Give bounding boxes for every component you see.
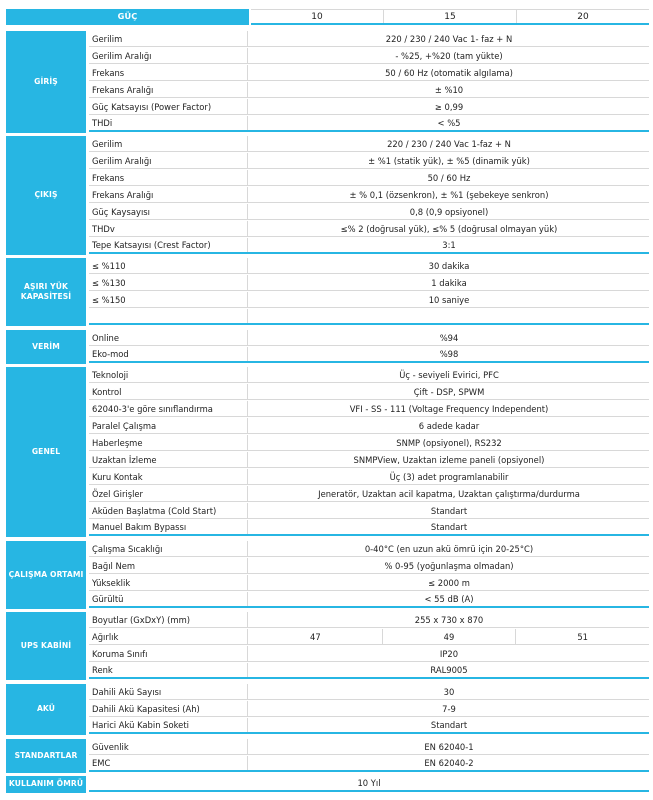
spec-value: RAL9005: [430, 665, 468, 676]
spec-value: 3:1: [442, 240, 456, 251]
spec-name: Frekans: [89, 170, 248, 185]
spec-name: Frekans Aralığı: [89, 187, 248, 202]
spec-row: [89, 367, 649, 383]
spec-row: [89, 187, 649, 203]
spec-name: Güç Katsayısı (Power Factor): [89, 99, 248, 114]
spec-row: [89, 592, 649, 608]
spec-row: [89, 469, 649, 485]
spec-name: Teknoloji: [89, 367, 248, 382]
spec-value: ± % 0,1 (özsenkron), ± %1 (şebekeye senkron): [349, 189, 549, 200]
spec-name: Frekans: [89, 65, 248, 80]
spec-value: < 55 dB (A): [424, 594, 474, 605]
spec-name: [89, 309, 248, 323]
spec-value-cell: 49: [382, 629, 516, 644]
spec-name: Koruma Sınıfı: [89, 646, 248, 661]
spec-value: 1 dakika: [431, 277, 467, 288]
spec-row: [89, 418, 649, 434]
spec-value: %94: [439, 332, 459, 343]
section-title: ÇIKIŞ: [6, 136, 86, 255]
spec-name: EMC: [89, 756, 248, 770]
spec-name: Güvenlik: [89, 739, 248, 754]
spec-row: [89, 435, 649, 451]
spec-name: Gerilim: [89, 136, 248, 151]
section-output: [6, 136, 649, 255]
spec-value: % 0-95 (yoğunlaşma olmadan): [384, 560, 514, 571]
spec-row: [89, 541, 649, 557]
spec-value: %98: [439, 349, 459, 360]
spec-row: [89, 292, 649, 308]
spec-name: Çalışma Sıcaklığı: [89, 541, 248, 556]
spec-row: [89, 629, 649, 645]
spec-name: Gerilim: [89, 31, 248, 46]
spec-name: Kuru Kontak: [89, 469, 248, 484]
section-general: [6, 367, 649, 537]
spec-row: [89, 701, 649, 717]
spec-name: Yükseklik: [89, 575, 248, 590]
spec-name: Online: [89, 330, 248, 345]
spec-row: [89, 116, 649, 132]
section-standards: [6, 739, 649, 773]
spec-name: Frekans Aralığı: [89, 82, 248, 97]
section-title: VERİM: [6, 330, 86, 364]
power-column-15: 15: [383, 10, 516, 23]
spec-row: [89, 309, 649, 325]
spec-row: [89, 330, 649, 346]
spec-name: Dahili Akü Sayısı: [89, 684, 248, 699]
spec-value: Üç (3) adet programlanabilir: [389, 471, 509, 482]
spec-name: 62040-3'e göre sınıflandırma: [89, 401, 248, 416]
section-efficiency: [6, 330, 649, 364]
spec-name: Harici Akü Kabin Soketi: [89, 718, 248, 732]
section-title: GİRİŞ: [6, 31, 86, 133]
spec-row: [89, 221, 649, 237]
spec-row: [89, 65, 649, 81]
section-title: AŞIRI YÜK KAPASİTESİ: [6, 258, 86, 326]
spec-name: Bağıl Nem: [89, 558, 248, 573]
section-lifetime: [6, 776, 649, 793]
spec-value: VFI - SS - 111 (Voltage Frequency Independent): [349, 403, 549, 414]
spec-name: Özel Girişler: [89, 486, 248, 501]
spec-value: ≤% 2 (doğrusal yük), ≤% 5 (doğrusal olmayan yük): [340, 223, 558, 234]
spec-row: [89, 503, 649, 519]
spec-value: Standart: [430, 505, 468, 516]
section-environment: [6, 541, 649, 609]
spec-row: [89, 82, 649, 98]
spec-value: SNMP (opsiyonel), RS232: [396, 437, 502, 448]
spec-name: Ağırlık: [89, 629, 248, 644]
spec-name: ≤ %110: [89, 258, 248, 273]
spec-name: Dahili Akü Kapasitesi (Ah): [89, 701, 248, 716]
section-title: KULLANIM ÖMRÜ: [6, 776, 86, 793]
spec-value: 0-40°C (en uzun akü ömrü için 20-25°C): [364, 543, 534, 554]
spec-value: 50 / 60 Hz: [427, 172, 471, 183]
section-title: STANDARTLAR: [6, 739, 86, 773]
spec-value: 7-9: [442, 703, 456, 714]
spec-value: EN 62040-1: [424, 741, 474, 752]
spec-row: [89, 153, 649, 169]
spec-name: ≤ %150: [89, 292, 248, 307]
spec-row: [89, 486, 649, 502]
spec-name: Eko-mod: [89, 347, 248, 361]
spec-value: Standart: [430, 522, 468, 533]
power-column-20: 20: [516, 10, 649, 23]
spec-name: Kontrol: [89, 384, 248, 399]
spec-value: 0,8 (0,9 opsiyonel): [409, 206, 489, 217]
spec-row: [89, 558, 649, 574]
spec-value-cell: 51: [515, 629, 649, 644]
spec-name: ≤ %130: [89, 275, 248, 290]
spec-row: [89, 663, 649, 679]
section-battery: [6, 684, 649, 735]
section-overload: [6, 258, 649, 326]
spec-row: [89, 258, 649, 274]
spec-value: 255 x 730 x 870: [414, 614, 484, 625]
spec-value: - %25, +%20 (tam yükte): [395, 50, 503, 61]
section-title: ÇALIŞMA ORTAMI: [6, 541, 86, 609]
spec-name: Haberleşme: [89, 435, 248, 450]
spec-name: Renk: [89, 663, 248, 677]
spec-row: [89, 646, 649, 662]
spec-row: [89, 739, 649, 755]
spec-name: Gerilim Aralığı: [89, 153, 248, 168]
spec-row: [89, 384, 649, 400]
spec-row: [89, 347, 649, 363]
power-header-label: GÜÇ: [6, 9, 249, 25]
spec-name: THDv: [89, 221, 248, 236]
spec-row: [89, 31, 649, 47]
spec-value: Çift - DSP, SPWM: [413, 386, 485, 397]
spec-row: [89, 756, 649, 772]
spec-row: [89, 275, 649, 291]
spec-name: Gerilim Aralığı: [89, 48, 248, 63]
section-title: UPS KABİNİ: [6, 612, 86, 680]
spec-name: Aküden Başlatma (Cold Start): [89, 503, 248, 518]
spec-value: ± %1 (statik yük), ± %5 (dinamik yük): [368, 155, 530, 166]
section-input: [6, 31, 649, 133]
spec-row: [89, 136, 649, 152]
spec-value: 6 adede kadar: [418, 420, 480, 431]
spec-value: ± %10: [434, 84, 464, 95]
spec-value: [249, 309, 649, 323]
spec-value: 10 saniye: [428, 294, 470, 305]
spec-value: 30: [443, 686, 455, 697]
spec-value: ≤ 2000 m: [428, 577, 470, 588]
spec-row: [89, 776, 649, 792]
spec-value: 220 / 230 / 240 Vac 1- faz + N: [385, 33, 513, 44]
spec-value: IP20: [439, 648, 459, 659]
spec-row: [89, 204, 649, 220]
power-header-row: [6, 9, 649, 25]
spec-value: < %5: [437, 118, 461, 129]
spec-name: Güç Kaysayısı: [89, 204, 248, 219]
spec-row: [89, 48, 649, 64]
spec-value: Standart: [430, 720, 468, 731]
spec-value: 10 Yıl: [357, 778, 381, 789]
spec-row: [89, 612, 649, 628]
spec-row: [89, 520, 649, 536]
spec-value: EN 62040-2: [424, 758, 474, 769]
spec-name: Boyutlar (GxDxY) (mm): [89, 612, 248, 627]
spec-row: [89, 575, 649, 591]
spec-value: 220 / 230 / 240 Vac 1-faz + N: [387, 138, 511, 149]
spec-row: [89, 401, 649, 417]
spec-value: ≥ 0,99: [434, 101, 464, 112]
spec-row: [89, 718, 649, 734]
spec-row: [89, 684, 649, 700]
spec-value: Jeneratör, Uzaktan acil kapatma, Uzaktan çalıştırma/durdurma: [318, 488, 580, 499]
section-title: GENEL: [6, 367, 86, 537]
spec-row: [89, 238, 649, 254]
section-cabinet: [6, 612, 649, 680]
spec-name: Paralel Çalışma: [89, 418, 248, 433]
spec-name: Gürültü: [89, 592, 248, 606]
spec-value: 30 dakika: [428, 260, 470, 271]
spec-name: Tepe Katsayısı (Crest Factor): [89, 238, 248, 252]
spec-name: THDi: [89, 116, 248, 130]
spec-value: SNMPView, Uzaktan izleme paneli (opsiyonel): [353, 454, 545, 465]
spec-row: [89, 452, 649, 468]
spec-row: [89, 170, 649, 186]
section-title: AKÜ: [6, 684, 86, 735]
spec-name: Manuel Bakım Bypassı: [89, 520, 248, 534]
spec-row: [89, 99, 649, 115]
spec-value: 50 / 60 Hz (otomatik algılama): [385, 67, 513, 78]
power-column-10: 10: [311, 11, 323, 22]
spec-value: Üç - seviyeli Evirici, PFC: [399, 369, 499, 380]
spec-value-cell: 47: [310, 631, 321, 642]
spec-name: Uzaktan İzleme: [89, 452, 248, 467]
